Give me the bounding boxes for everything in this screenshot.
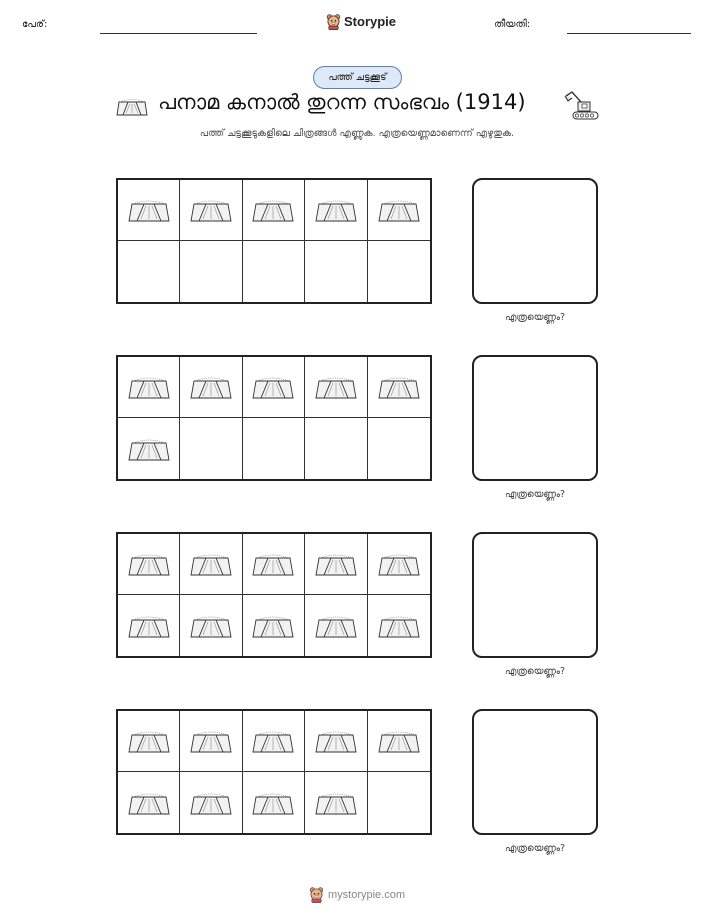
ten-frame-cell [243,241,305,302]
answer-label: എത്രയെണ്ണം? [504,666,566,677]
canal-icon [252,727,294,755]
canal-icon [378,727,420,755]
brand-logo [326,13,396,30]
ten-frame [116,178,432,304]
ten-frame-cell [118,772,180,833]
ten-frame-cell [368,711,430,772]
ten-frame-cell [368,418,430,479]
ten-frame-cell [305,241,367,302]
ten-frame-cell [305,418,367,479]
ten-frame [116,355,432,481]
ten-frame-cell [305,180,367,241]
ten-frame-cell [368,180,430,241]
ten-frame-cell [243,595,305,656]
answer-box[interactable] [472,355,598,481]
canal-icon [190,373,232,401]
ten-frame-cell [368,534,430,595]
ten-frame-cell [118,534,180,595]
ten-frame-cell [243,357,305,418]
excavator-icon [564,90,600,122]
ten-frame-cell [305,711,367,772]
canal-icon [378,612,420,640]
canal-icon [252,789,294,817]
ten-frame-cell [243,534,305,595]
topic-badge: പത്ത് ചട്ടക്കൂട് [313,66,402,89]
ten-frame-cell [118,595,180,656]
bear-logo-icon [326,13,341,30]
bear-logo-icon [309,886,324,903]
ten-frame-cell [243,711,305,772]
ten-frame-cell [118,418,180,479]
ten-frame-cell [243,772,305,833]
brand-name: Storypie [344,14,397,29]
canal-icon [378,373,420,401]
answer-box[interactable] [472,178,598,304]
canal-icon [315,373,357,401]
answer-box[interactable] [472,532,598,658]
ten-frame-cell [180,180,242,241]
ten-frame-cell [368,595,430,656]
canal-icon [315,612,357,640]
canal-icon [128,789,170,817]
canal-icon [252,196,294,224]
canal-icon [128,727,170,755]
canal-icon [378,550,420,578]
canal-icon [315,550,357,578]
ten-frame-cell [305,534,367,595]
ten-frame-cell [243,180,305,241]
canal-icon [116,96,148,118]
answer-box[interactable] [472,709,598,835]
canal-icon [190,789,232,817]
name-label: പേര്: [22,19,48,30]
ten-frame-cell [180,711,242,772]
canal-icon [252,373,294,401]
canal-icon [190,727,232,755]
canal-icon [252,550,294,578]
page-title: പനാമ കനാൽ തുറന്ന സംഭവം (1914) [158,90,526,114]
canal-icon [190,196,232,224]
canal-icon [378,196,420,224]
ten-frame-cell [368,772,430,833]
date-label: തീയതി: [494,19,531,30]
ten-frame-cell [305,595,367,656]
ten-frame-cell [180,241,242,302]
title-row [112,88,604,122]
ten-frame-cell [243,418,305,479]
answer-label: എത്രയെണ്ണം? [504,312,566,323]
canal-icon [128,612,170,640]
ten-frame-cell [368,357,430,418]
canal-icon [128,196,170,224]
ten-frame-cell [118,241,180,302]
answer-label: എത്രയെണ്ണം? [504,843,566,854]
name-field-line[interactable] [100,33,257,34]
ten-frame-cell [368,241,430,302]
ten-frame-cell [180,534,242,595]
ten-frame-cell [118,711,180,772]
ten-frame-cell [118,180,180,241]
ten-frame-cell [180,418,242,479]
ten-frame-cell [180,595,242,656]
canal-icon [315,727,357,755]
canal-icon [252,612,294,640]
canal-icon [190,550,232,578]
ten-frame-cell [180,772,242,833]
ten-frame-cell [305,357,367,418]
ten-frame-cell [305,772,367,833]
canal-icon [128,435,170,463]
footer-url[interactable]: mystorypie.com [327,888,406,901]
footer [0,886,714,903]
canal-icon [315,789,357,817]
ten-frame [116,709,432,835]
instructions: പത്ത് ചട്ടക്കൂടുകളിലെ ചിത്രങ്ങൾ എണ്ണുക. എത്രയെണ്ണമാണെന്ന് എഴുതുക. [199,128,515,139]
ten-frame-cell [118,357,180,418]
ten-frame [116,532,432,658]
canal-icon [190,612,232,640]
canal-icon [128,373,170,401]
canal-icon [128,550,170,578]
date-field-line[interactable] [567,33,691,34]
canal-icon [315,196,357,224]
answer-label: എത്രയെണ്ണം? [504,489,566,500]
ten-frame-cell [180,357,242,418]
